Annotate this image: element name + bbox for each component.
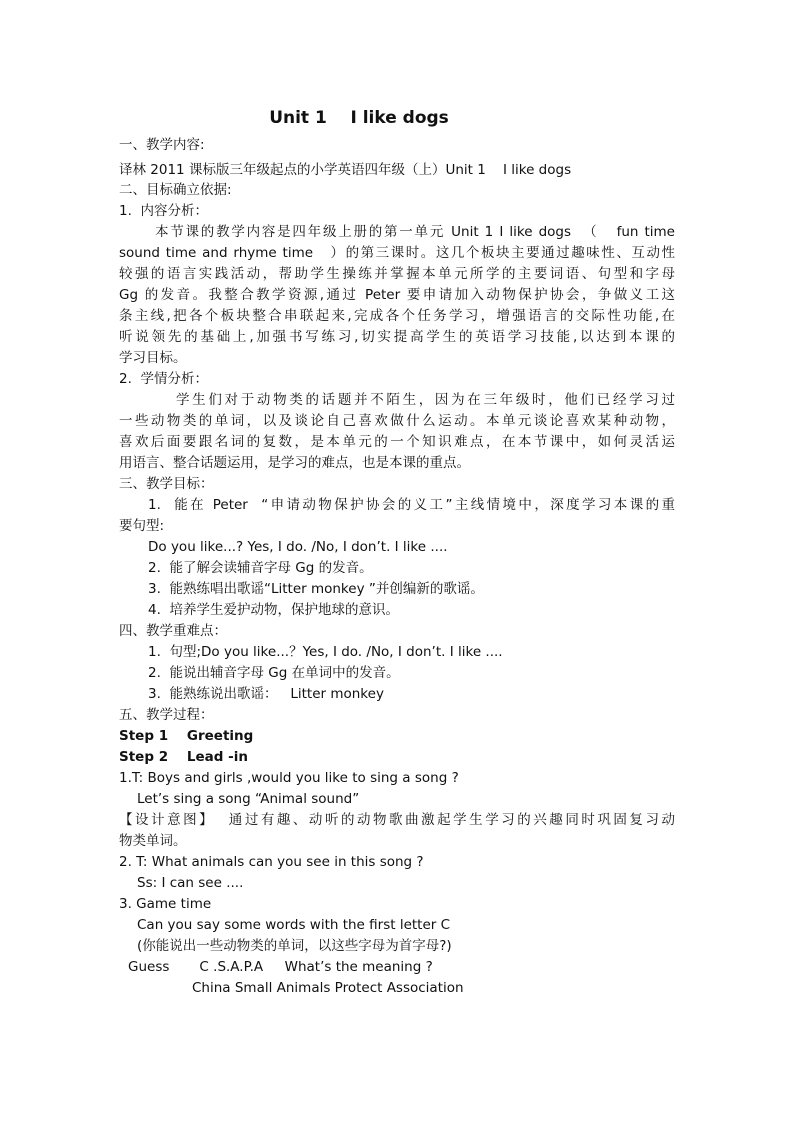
text-line: 1.T: Boys and girls ,would you like to sing a song ? [119,770,459,786]
list-item: 1. 句型;Do you like...？Yes, I do. /No, I don’t. I like .... [148,644,503,660]
sentence-pattern: Do you like...? Yes, I do. /No, I don’t. I like .... [148,539,448,555]
subsection-heading: 1. 内容分析： [119,203,208,219]
list-item: 3. 能熟练唱出歌谣“Litter monkey ”并创编新的歌谣。 [148,581,484,597]
section-heading: 五、教学过程： [119,707,214,723]
paragraph-line: 学习目标。 [119,350,187,366]
text-line: China Small Animals Protect Association [192,980,464,996]
design-intent: 【设计意图】 通过有趣、动听的动物歌曲激起学生学习的兴趣同时巩固复习动 [119,812,675,828]
text-line: (你能说出一些动物类的单词，以这些字母为首字母?) [137,938,452,954]
subsection-heading: 2. 学情分析： [119,371,208,387]
step-heading: Step 1 Greeting [119,728,254,744]
list-item: 4. 培养学生爱护动物，保护地球的意识。 [148,602,399,618]
section-heading: 三、教学目标： [119,476,214,492]
document-title: Unit 1 I like dogs [269,108,449,128]
paragraph-line: 一些动物类的单词，以及谈论自己喜欢做什么运动。本单元谈论喜欢某种动物， [119,413,675,429]
list-item: 2. 能说出辅音字母 Gg 在单词中的发音。 [148,665,400,681]
paragraph-line: 本节课的教学内容是四年级上册的第一单元 Unit 1 I like dogs （ fun time [155,224,675,240]
text-line: 3. Game time [119,896,212,912]
text-line: Can you say some words with the first letter C [137,917,451,933]
paragraph-line: 用语言、整合话题运用，是学习的难点，也是本课的重点。 [119,455,470,471]
list-item: 2. 能了解会读辅音字母 Gg 的发音。 [148,560,373,576]
paragraph-line: 较强的语言实践活动，帮助学生操练并掌握本单元所学的主要词语、句型和字母 [119,266,675,282]
paragraph-line: 条主线,把各个板块整合串联起来,完成各个任务学习，增强语言的交际性功能,在 [119,308,675,324]
list-item: 3. 能熟练说出歌谣： Litter monkey [148,686,384,702]
paragraph-line: Gg 的发音。我整合教学资源,通过 Peter 要申请加入动物保护协会，争做义工这 [119,287,675,303]
text-line: Guess C .S.A.P.A What’s the meaning ? [128,959,433,975]
text-line: 2. T: What animals can you see in this song ? [119,854,424,870]
step-heading: Step 2 Lead -in [119,749,248,765]
paragraph-line: sound time and rhyme time ）的第三课时。这几个板块主要通过趣味性、互动性 [119,245,675,261]
paragraph-line: 听说领先的基础上,加强书写练习,切实提高学生的英语学习技能,以达到本课的 [119,329,675,345]
section-heading: 四、教学重难点： [119,623,227,639]
design-intent-continued: 物类单词。 [119,833,187,849]
paragraph-line: 喜欢后面要跟名词的复数，是本单元的一个知识难点，在本节课中，如何灵活运 [119,434,675,450]
list-item: 1. 能在 Peter “申请动物保护协会的义工”主线情境中，深度学习本课的重 [148,497,675,513]
text-line: Ss: I can see .... [137,875,244,891]
paragraph-line: 学生们对于动物类的话题并不陌生，因为在三年级时，他们已经学习过 [176,392,675,408]
text-line: 译林 2011 课标版三年级起点的小学英语四年级（上）Unit 1 I like dogs [119,162,572,178]
list-item-continued: 要句型: [119,518,165,534]
section-heading: 一、教学内容: [119,137,205,153]
section-heading: 二、目标确立依据: [119,182,232,198]
text-line: Let’s sing a song “Animal sound” [137,791,360,807]
